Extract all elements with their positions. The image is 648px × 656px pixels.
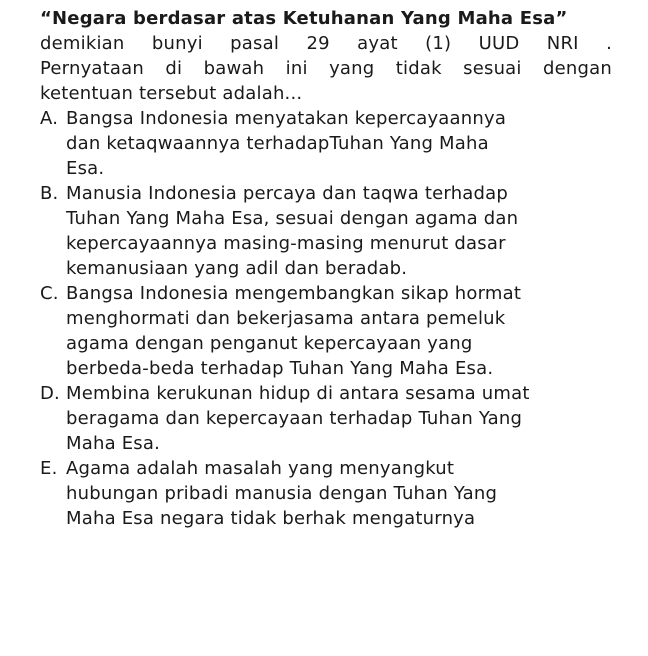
option-text-line: Bangsa Indonesia mengembangkan sikap hormat <box>66 283 522 304</box>
option-letter: B. <box>40 183 59 204</box>
answer-options <box>40 106 612 531</box>
question-line: demikian bunyi pasal 29 ayat (1) UUD NRI . <box>40 33 612 54</box>
option-text-line: Agama adalah masalah yang menyangkut <box>66 458 455 479</box>
question-document <box>40 6 612 531</box>
option-text-line: agama dengan penganut kepercayaan yang <box>66 333 473 354</box>
question-line: Pernyataan di bawah ini yang tidak sesuai dengan <box>40 58 612 79</box>
question-line: ketentuan tersebut adalah... <box>40 83 303 104</box>
option-text-line: berbeda-beda terhadap Tuhan Yang Maha Esa. <box>66 358 494 379</box>
option-text-line: dan ketaqwaannya terhadapTuhan Yang Maha <box>66 133 489 154</box>
option-b <box>40 181 612 281</box>
option-e <box>40 456 612 531</box>
option-text-line: menghormati dan bekerjasama antara pemeluk <box>66 308 506 329</box>
option-text-line: Manusia Indonesia percaya dan taqwa terhadap <box>66 183 509 204</box>
option-text-line: hubungan pribadi manusia dengan Tuhan Yang <box>66 483 498 504</box>
option-text-line: Tuhan Yang Maha Esa, sesuai dengan agama dan <box>66 208 519 229</box>
option-text-line: kepercayaannya masing-masing menurut dasar <box>66 233 506 254</box>
option-letter: D. <box>40 383 60 404</box>
option-text-line: Maha Esa. <box>66 433 161 454</box>
option-letter: C. <box>40 283 59 304</box>
option-d <box>40 381 612 456</box>
option-text-line: Esa. <box>66 158 105 179</box>
option-c <box>40 281 612 381</box>
option-letter: A. <box>40 108 59 129</box>
option-text-line: beragama dan kepercayaan terhadap Tuhan Yang <box>66 408 523 429</box>
option-text-line: Maha Esa negara tidak berhak mengaturnya <box>66 508 476 529</box>
question-quote-line: “Negara berdasar atas Ketuhanan Yang Maha Esa” <box>40 8 568 29</box>
option-text-line: Bangsa Indonesia menyatakan kepercayaannya <box>66 108 507 129</box>
option-a <box>40 106 612 181</box>
option-text-line: kemanusiaan yang adil dan beradab. <box>66 258 408 279</box>
question-stem <box>40 6 612 106</box>
option-letter: E. <box>40 458 58 479</box>
option-text-line: Membina kerukunan hidup di antara sesama umat <box>66 383 530 404</box>
